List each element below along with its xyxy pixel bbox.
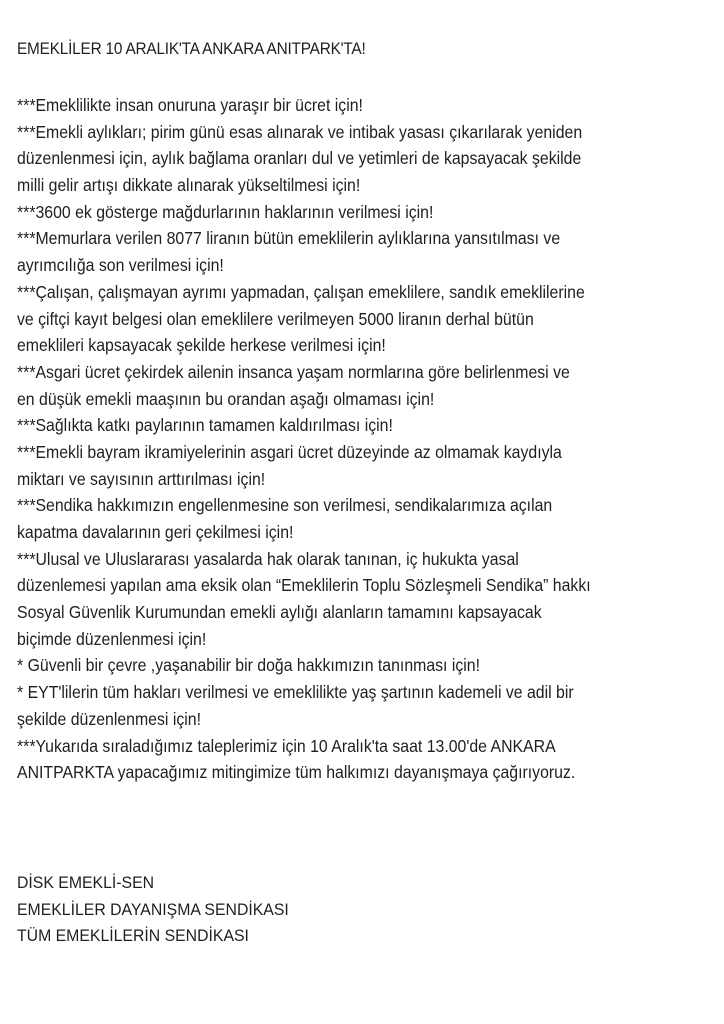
- signatory-name: TÜM EMEKLİLERİN SENDİKASI: [17, 926, 249, 946]
- document-line: emeklileri kapsayacak şekilde herkese verilmesi için!: [17, 335, 386, 356]
- document-line: kapatma davalarının geri çekilmesi için!: [17, 522, 294, 542]
- document-title: EMEKLİLER 10 ARALIK'TA ANKARA ANITPARK'TA!: [17, 40, 366, 58]
- document-line: ANITPARKTA yapacağımız mitingimize tüm halkımızı dayanışmaya çağırıyoruz.: [17, 762, 576, 783]
- document-line: şekilde düzenlenmesi için!: [17, 708, 201, 729]
- document-line: ***Emeklilikte insan onuruna yaraşır bir ücret için!: [17, 95, 363, 115]
- document-line: ***Memurlara verilen 8077 liranın bütün emeklilerin aylıklarına yansıtılması ve: [17, 228, 561, 249]
- signatory-name: DİSK EMEKLİ-SEN: [17, 873, 155, 892]
- document-line: düzenlemesi yapılan ama eksik olan “Emeklilerin Toplu Sözleşmeli Sendika” hakkı: [17, 575, 591, 596]
- document-line: ***Sendika hakkımızın engellenmesine son verilmesi, sendikalarımıza açılan: [17, 495, 553, 516]
- document-line: ***Emekli aylıkları; pirim günü esas alınarak ve intibak yasası çıkarılarak yeniden: [17, 121, 583, 142]
- document-line: ***3600 ek gösterge mağdurlarının haklarının verilmesi için!: [17, 201, 434, 222]
- document-line: ***Çalışan, çalışmayan ayrımı yapmadan, çalışan emeklilere, sandık emeklilerine: [17, 281, 585, 302]
- document-line: ***Emekli bayram ikramiyelerinin asgari ücret düzeyinde az olmamak kaydıyla: [17, 441, 562, 462]
- document-line: ayrımcılığa son verilmesi için!: [17, 255, 224, 276]
- document-line: en düşük emekli maaşının bu orandan aşağı olmaması için!: [17, 388, 435, 409]
- document-line: milli gelir artışı dikkate alınarak yükseltilmesi için!: [17, 175, 361, 196]
- document-line: Sosyal Güvenlik Kurumundan emekli aylığı alanların tamamını kapsayacak: [17, 602, 542, 623]
- document-line: ***Asgari ücret çekirdek ailenin insanca yaşam normlarına göre belirlenmesi ve: [17, 361, 570, 382]
- document-line: ***Sağlıkta katkı paylarının tamamen kaldırılması için!: [17, 415, 393, 436]
- demands-list: [17, 92, 687, 786]
- document-line: * EYT'lilerin tüm hakları verilmesi ve emeklilikte yaş şartının kademeli ve adil bir: [17, 682, 574, 703]
- document-line: * Güvenli bir çevre ,yaşanabilir bir doğa hakkımızın tanınması için!: [17, 655, 481, 676]
- document-line: biçimde düzenlenmesi için!: [17, 628, 207, 649]
- document-line: miktarı ve sayısının arttırılması için!: [17, 468, 266, 489]
- document-line: ***Ulusal ve Uluslararası yasalarda hak olarak tanınan, iç hukukta yasal: [17, 548, 519, 569]
- signatories: [17, 870, 289, 950]
- signatory-name: EMEKLİLER DAYANIŞMA SENDİKASI: [17, 899, 289, 919]
- document-line: ve çiftçi kayıt belgesi olan emeklilere verilmeyen 5000 liranın derhal bütün: [17, 308, 534, 329]
- document-line: düzenlenmesi için, aylık bağlama oranları dul ve yetimleri de kapsayacak şekilde: [17, 148, 582, 169]
- document-line: ***Yukarıda sıraladığımız taleplerimiz için 10 Aralık'ta saat 13.00'de ANKARA: [17, 735, 556, 756]
